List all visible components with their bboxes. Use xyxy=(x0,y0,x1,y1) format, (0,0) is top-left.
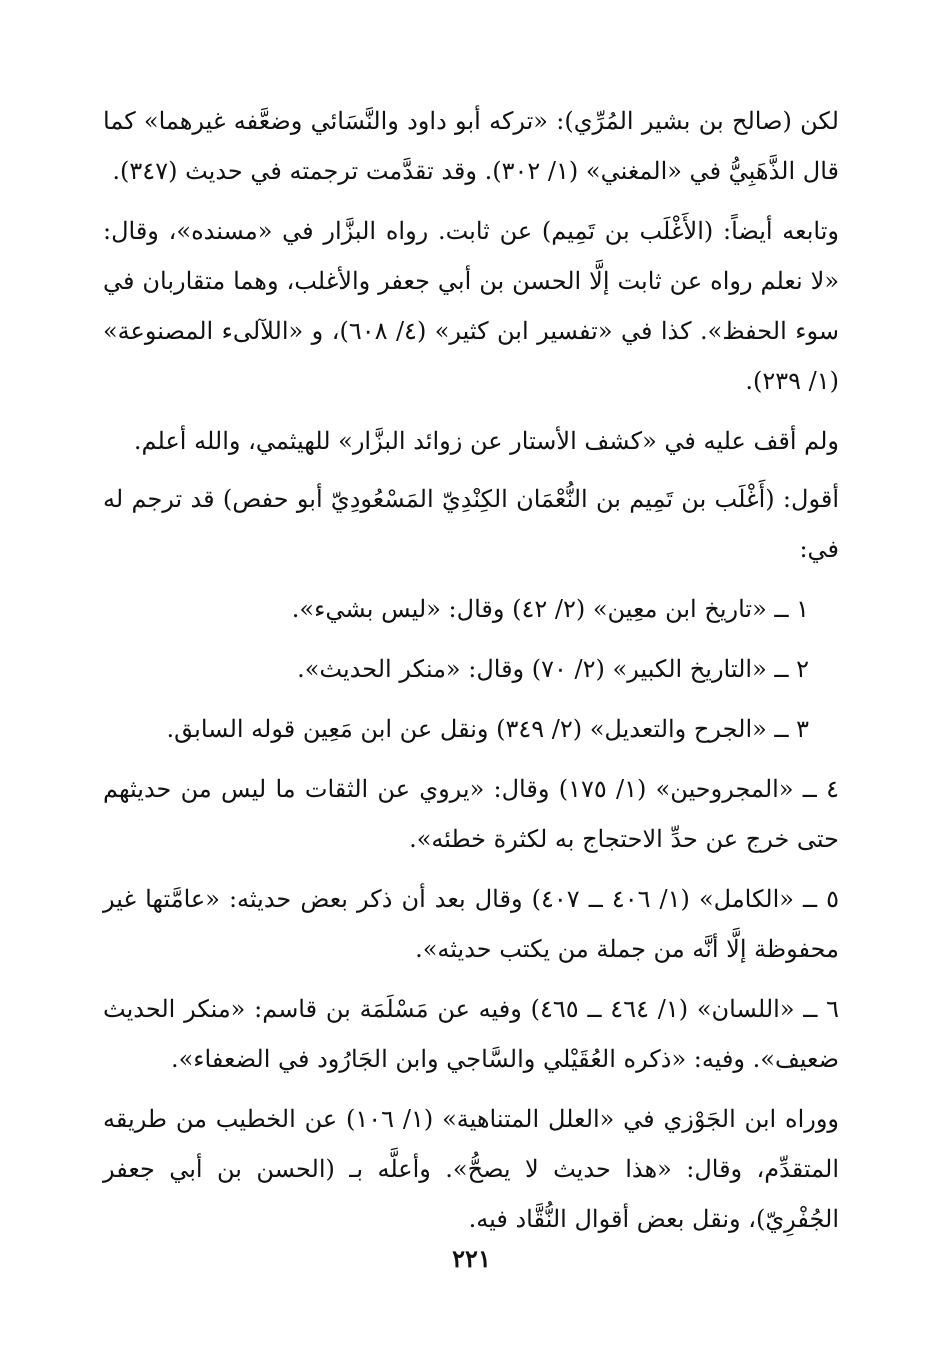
paragraph-salih: لكن (صالح بن بشير المُرِّي): «تركه أبو داود والنَّسَائي وضعَّفه غيرهما» كما قال الذَّهَبِيُّ في «المغني» (١/ ٣٠٢). وقد تقدَّمت ترجمته في حديث (٣٤٧). xyxy=(103,107,839,185)
paragraph-aghlab-biography: أقول: (أَغْلَب بن تَمِيم بن النُّعْمَان الكِنْدِيّ المَسْعُودِيّ أبو حفص) قد ترجم له في: xyxy=(103,485,839,563)
paragraph-kashf-astar: ولم أقف عليه في «كشف الأستار عن زوائد البزَّار» للهيثمي، والله أعلم. xyxy=(133,427,839,455)
list-item-tarikh-ibn-main: ١ ــ «تاريخ ابن معِين» (٢/ ٤٢) وقال: «ليس بشيء». xyxy=(291,595,809,623)
list-item-jarh-tadil: ٣ ــ «الجرح والتعديل» (٢/ ٣٤٩) ونقل عن ابن مَعِين قوله السابق. xyxy=(166,715,809,743)
list-item-kamil: ٥ ــ «الكامل» (١/ ٤٠٦ ــ ٤٠٧) وقال بعد أن ذكر بعض حديثه: «عامَّتها غير محفوظة إلَّا أنَّه من جملة من يكتب حديثه». xyxy=(103,885,839,963)
paragraph-ibn-jawzi: ووراه ابن الجَوْزي في «العلل المتناهية» (١/ ١٠٦) عن الخطيب من طريقه المتقدِّم، وقال: «هذا حديث لا يصحُّ». وأعلَّه بـ (الحسن بن أبي جعفر الجُفْرِيّ)، ونقل بعض أقوال النُّقَّاد فيه. xyxy=(103,1105,840,1233)
list-item-lisan: ٦ ــ «اللسان» (١/ ٤٦٤ ــ ٤٦٥) وفيه عن مَسْلَمَة بن قاسم: «منكر الحديث ضعيف». وفيه: «ذكره العُقَيْلي والسَّاجي وابن الجَارُود في الضعفاء». xyxy=(103,995,840,1073)
page-body xyxy=(103,96,839,1244)
paragraph-aghlab-mutaba: وتابعه أيضاً: (الأَغْلَب بن تَمِيم) عن ثابت. رواه البزَّار في «مسنده»، وقال: «لا نعلم رواه عن ثابت إلَّا الحسن بن أبي جعفر والأغلب، وهما متقاربان في سوء الحفظ». كذا في «تفسير ابن كثير» (٤/ ٦٠٨)، و «اللآلىء المصنوعة» (١/ ٢٣٩). xyxy=(103,217,839,395)
list-item-majruhin: ٤ ــ «المجروحين» (١/ ١٧٥) وقال: «يروي عن الثقات ما ليس من حديثهم حتى خرج عن حدِّ الاحتجاج به لكثرة خطئه». xyxy=(103,775,839,853)
page-number: ٢٢١ xyxy=(452,1244,491,1273)
list-item-tarikh-kabir: ٢ ــ «التاريخ الكبير» (٢/ ٧٠) وقال: «منكر الحديث». xyxy=(297,655,809,683)
